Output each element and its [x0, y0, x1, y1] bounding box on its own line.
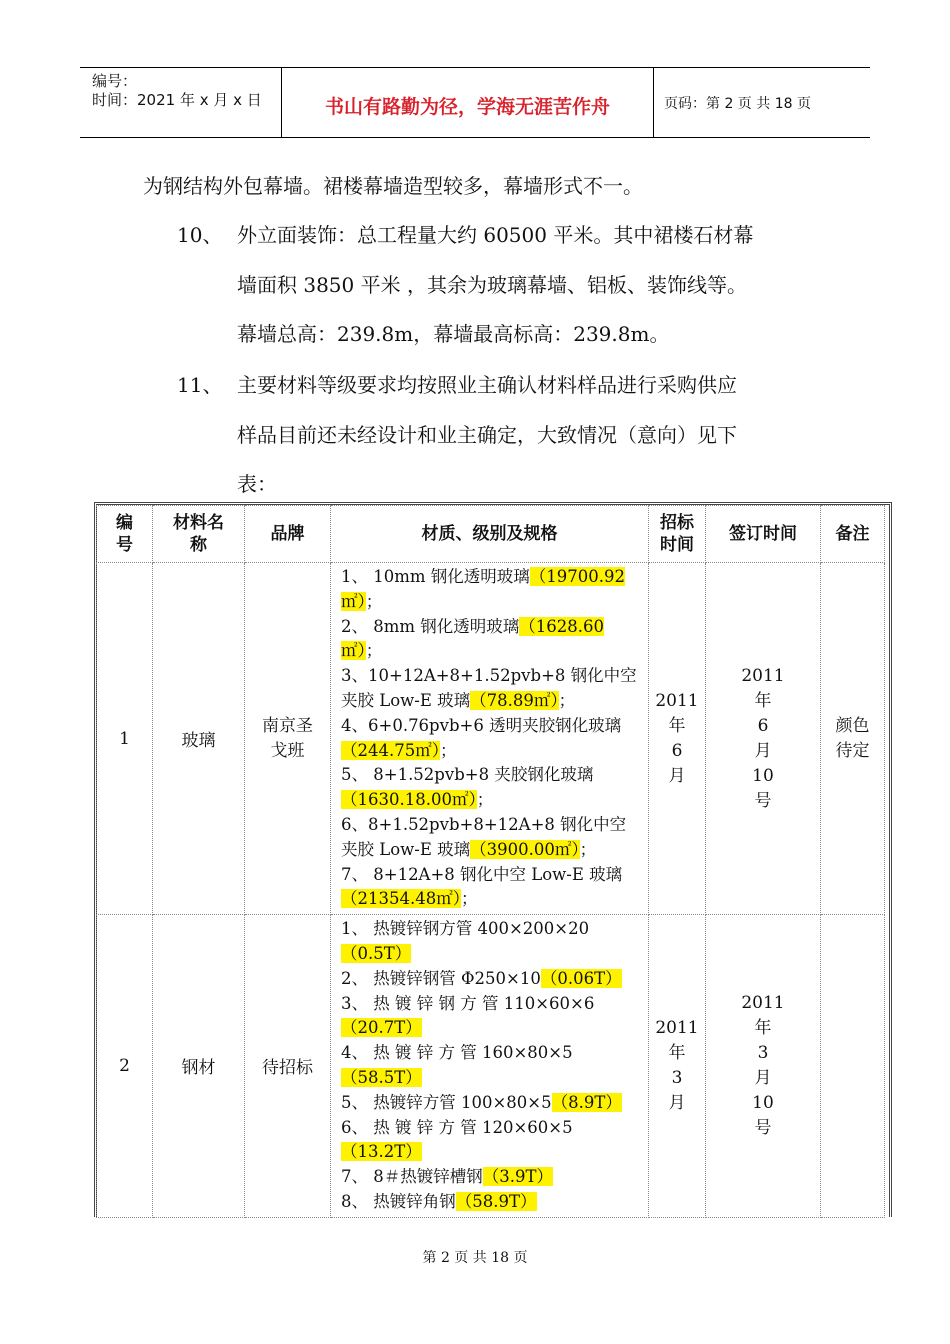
- header-slogan: 书山有路勤为径，学海无涯苦作舟: [324, 96, 610, 118]
- qty-highlight: （13.2T）: [341, 1142, 422, 1162]
- qty-highlight: （1630.18.00㎡）: [341, 790, 477, 810]
- paragraph-line: 外立面装饰：总工程量大约 60500 平米。其中裙楼石材幕: [237, 223, 754, 247]
- spec-item: 2、 热镀锌钢管 Φ250×10（0.06T）: [341, 968, 622, 988]
- spec-item: 7、 8＃热镀锌槽钢（3.9T）: [341, 1167, 553, 1187]
- spec-item: 5、 8+1.52pvb+8 夹胶钢化玻璃（1630.18.00㎡）；: [341, 765, 594, 810]
- paragraph-line: 为钢结构外包幕墙。裙楼幕墙造型较多，幕墙形式不一。: [143, 174, 643, 198]
- paragraph-line: 样品目前还未经设计和业主确定，大致情况（意向）见下: [237, 423, 737, 447]
- spec-item: 5、 热镀锌方管 100×80×5（8.9T）: [341, 1092, 622, 1112]
- header-slogan-cell: [282, 68, 654, 137]
- cell-no: 1: [97, 563, 153, 915]
- qty-highlight: （0.06T）: [540, 968, 622, 988]
- doc-number-label: 编号：: [92, 72, 138, 90]
- col-header-remark: 备注: [821, 506, 885, 563]
- paragraph-line: 墙面积 3850 平米 ，其余为玻璃幕墙、铝板、装饰线等。: [237, 273, 747, 297]
- qty-highlight: （3.9T）: [482, 1167, 553, 1187]
- spec-item: 8、 热镀锌角钢（58.9T）: [341, 1191, 537, 1211]
- paragraph-line: 幕墙总高：239.8m，幕墙最高标高：239.8m。: [237, 322, 670, 346]
- cell-tender-date: 2011 年 6 月: [649, 563, 706, 915]
- cell-no: 2: [97, 915, 153, 1218]
- cell-spec: [331, 563, 649, 915]
- qty-highlight: （21354.48㎡）: [341, 889, 461, 909]
- col-header-material: 材料名称: [153, 506, 245, 563]
- document-header: [80, 67, 870, 138]
- qty-highlight: （8.9T）: [551, 1092, 622, 1112]
- spec-item: 1、 10mm 钢化透明玻璃（19700.92 ㎡）；: [341, 567, 626, 611]
- qty-highlight: （0.5T）: [341, 943, 412, 963]
- qty-highlight: （19700.92 ㎡）: [341, 567, 626, 611]
- spec-item: 1、 热镀锌钢方管 400×200×20（0.5T）: [341, 919, 590, 963]
- header-page-cell: [654, 68, 870, 137]
- table-header-row: [97, 506, 885, 563]
- cell-material: 钢材: [153, 915, 245, 1218]
- col-header-signed: 签订时间: [706, 506, 821, 563]
- cell-spec: [331, 915, 649, 1218]
- table-row: [97, 915, 885, 1218]
- materials-table: [96, 505, 885, 1218]
- paragraph-line: 表：: [237, 472, 277, 496]
- page-footer: 第 2 页 共 18 页: [422, 1250, 528, 1266]
- cell-tender-date: 2011 年 3 月: [649, 915, 706, 1218]
- cell-remark: 颜色待定: [821, 563, 885, 915]
- cell-material: 玻璃: [153, 563, 245, 915]
- cell-brand: 待招标: [245, 915, 331, 1218]
- cell-remark: [821, 915, 885, 1218]
- table-row: [97, 563, 885, 915]
- col-header-no: 编号: [97, 506, 153, 563]
- item-number: 10、: [177, 223, 223, 247]
- col-header-tender: 招标时间: [649, 506, 706, 563]
- col-header-spec: 材质、级别及规格: [331, 506, 649, 563]
- spec-item: 7、 8+12A+8 钢化中空 Low-E 玻璃（21354.48㎡）；: [341, 864, 623, 909]
- paragraph-line: 主要材料等级要求均按照业主确认材料样品进行采购供应: [237, 373, 737, 397]
- qty-highlight: （3900.00㎡）: [470, 839, 580, 859]
- spec-item: 4、6+0.76pvb+6 透明夹胶钢化玻璃（244.75㎡）；: [341, 715, 622, 760]
- qty-highlight: （58.9T）: [455, 1191, 537, 1211]
- qty-highlight: （78.89㎡）: [470, 690, 559, 710]
- cell-brand: 南京圣戈班: [245, 563, 331, 915]
- spec-item: 3、 热 镀 锌 钢 方 管 110×60×6（20.7T）: [341, 993, 595, 1038]
- spec-item: 4、 热 镀 锌 方 管 160×80×5（58.5T）: [341, 1043, 573, 1087]
- qty-highlight: （58.5T）: [341, 1067, 422, 1087]
- qty-highlight: （244.75㎡）: [341, 740, 440, 760]
- cell-signed-date: 2011 年 6 月 10 号: [706, 563, 821, 915]
- header-page-label: 页码：第 2 页 共 18 页: [664, 96, 811, 112]
- doc-date-label: 时间：2021 年 x 月 x 日: [92, 91, 262, 109]
- qty-highlight: （1628.60 ㎡）: [341, 616, 605, 661]
- qty-highlight: （20.7T）: [341, 1018, 422, 1038]
- header-meta-cell: [80, 68, 282, 137]
- cell-signed-date: 2011 年 3 月 10 号: [706, 915, 821, 1218]
- spec-item: 3、10+12A+8+1.52pvb+8 钢化中空夹胶 Low-E 玻璃（78.89㎡）；: [341, 666, 637, 710]
- spec-item: 6、8+1.52pvb+8+12A+8 钢化中空夹胶 Low-E 玻璃（3900.00㎡）；: [341, 814, 627, 859]
- spec-item: 2、 8mm 钢化透明玻璃（1628.60 ㎡）；: [341, 616, 605, 661]
- spec-item: 6、 热 镀 锌 方 管 120×60×5（13.2T）: [341, 1117, 573, 1162]
- item-number: 11、: [177, 373, 223, 397]
- col-header-brand: 品牌: [245, 506, 331, 563]
